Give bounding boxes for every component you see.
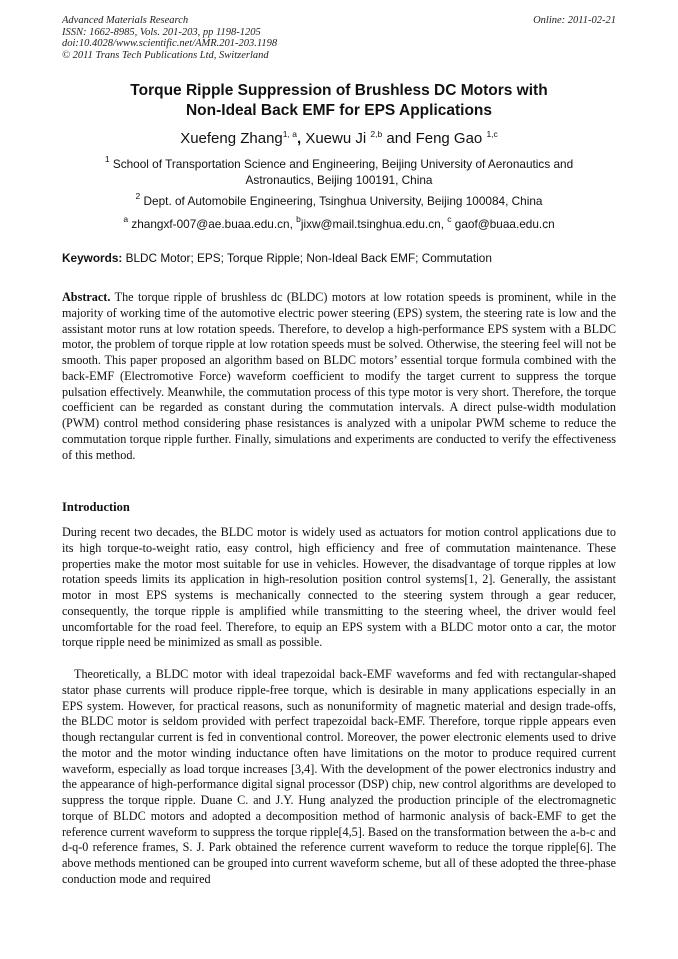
keywords-text: BLDC Motor; EPS; Torque Ripple; Non-Ideal Back EMF; Commutation <box>122 251 492 265</box>
title-line-2: Non-Ideal Back EMF for EPS Applications <box>185 102 493 119</box>
affiliation-2 <box>62 193 616 209</box>
intro-paragraph-2: Theoretically, a BLDC motor with ideal trapezoidal back-EMF waveforms and fed with rectangular-shaped stator phase currents will produce ripple-free torque, which is desirable in many applications especially in an EPS system. However, for practical reasons, such as nonuniformity of magnetic material and design trade-offs, the BLDC motor is seldom provided with perfect trapezoidal back-EMF. Therefore, torque ripple appears even though rectangular current is fed in conventional control. Moreover, the power electronic elements used to drive the motor and the motor winding inductance often have limitations on the motor to produce required current waveform, especially as load torque increases [3,4]. With the development of the power electronics industry and the appearance of high-performance digital signal processor (DSP) chip, new control algorithms are developed to suppress the torque ripple. Duane C. and J.Y. Hung analyzed the production principle of the electromagnetic torque of BLDC motors and adopted a decomposition method of harmonic analysis of back-EMF to get the reference current waveform to suppress the torque ripple[4,5]. Based on the transformation between the a-b-c and d-q-0 reference frames, S. J. Park obtained the reference current waveform to reduce the torque ripple[6]. The above methods mentioned can be grouped into current waveform scheme, but all of these adopted the three-phase conduction mode and required <box>62 667 616 886</box>
affiliation-1 <box>62 156 616 188</box>
abstract-text: The torque ripple of brushless dc (BLDC) motors at low rotation speeds is prominent, while in the majority of working time of the automotive electric power steering (EPS) system, the steering rate is low and the assistant motor runs at low rotation speeds. Therefore, to develop a high-performance EPS system with a BLDC motor, the problem of torque ripple at low rotation speeds must be solved. Otherwise, the steering feel will not be smooth. This paper proposed an algorithm based on BLDC motors’ essential torque formula combined with the back-EMF (Electromotive Force) waveform coefficient to modify the target current to suppress the torque pulsation effectively. Meanwhile, the commutation process of this type motor is very short. Therefore, the torque coefficient can be regarded as constant during the commutation intervals. A direct pulse-width modulation (PWM) control method considering phase resistances is analyzed with a unipolar PWM scheme to reduce the commutation torque ripple further. Finally, simulations and experiments are conducted to verify the effectiveness of this method. <box>62 290 616 462</box>
email-mark: a <box>123 214 129 224</box>
author-name: Xuewu Ji <box>305 130 371 147</box>
keywords-label: Keywords: <box>62 251 123 265</box>
doi-line: doi:10.4028/www.scientific.net/AMR.201-203.1198 <box>62 38 278 49</box>
issn-line: ISSN: 1662-8985, Vols. 201-203, pp 1198-1205 <box>62 26 261 38</box>
author-affiliation-mark: 2,b <box>370 129 383 139</box>
email-address: gaof@buaa.edu.cn <box>451 217 555 231</box>
journal-name: Advanced Materials Research <box>62 15 189 26</box>
journal-header <box>62 15 616 61</box>
abstract-paragraph <box>62 290 616 463</box>
intro-paragraph-1: During recent two decades, the BLDC motor is widely used as actuators for motion control applications due to its high torque-to-weight ratio, easy control, high efficiency and free of commutation maintenance. These properties make the motor most suitable for use in vehicles. However, the disadvantage of torque ripples at low rotation speeds limits its application in high-resolution position control systems[1, 2]. Generally, the assistant motor in most EPS systems is mechanically connected to the steering system through a gear reducer, consequently, the torque ripple is amplified while transmitting to the steering wheel, the driver would feel uncomfortable for the road feel. Therefore, to equip an EPS system with a BLDC motor onto a car, the motor torque ripple need be minimized as small as possible. <box>62 525 616 650</box>
abstract-label: Abstract. <box>62 290 111 304</box>
keywords <box>62 250 616 266</box>
email-address: zhangxf-007@ae.buaa.edu.cn, <box>128 217 297 231</box>
affiliation-text: Astronautics, Beijing 100191, China <box>245 173 433 187</box>
online-date: Online: 2011-02-21 <box>533 15 616 26</box>
author-name: Feng Gao <box>415 130 487 147</box>
affiliation-number: 1 <box>104 154 110 164</box>
author-affiliation-mark: 1, a <box>282 129 297 139</box>
author-separator: , <box>296 130 306 147</box>
title-line-1: Torque Ripple Suppression of Brushless DC Motors with <box>130 82 548 99</box>
copyright-line: © 2011 Trans Tech Publications Ltd, Switzerland <box>62 49 269 61</box>
email-address: jixw@mail.tsinghua.edu.cn, <box>300 217 448 231</box>
author-name: Xuefeng Zhang <box>180 130 283 147</box>
email-mark: c <box>447 214 452 224</box>
email-line <box>62 216 616 232</box>
affiliation-number: 2 <box>135 191 141 201</box>
author-list <box>62 129 616 149</box>
email-mark: b <box>296 214 301 224</box>
section-heading-introduction: Introduction <box>62 500 130 514</box>
author-affiliation-mark: 1,c <box>486 129 498 139</box>
affiliation-text: Dept. of Automobile Engineering, Tsinghua University, Beijing 100084, China <box>140 194 543 208</box>
author-separator: and <box>382 130 416 147</box>
paper-title <box>62 81 616 121</box>
affiliation-text: School of Transportation Science and Engineering, Beijing University of Aeronautics and <box>109 157 574 171</box>
